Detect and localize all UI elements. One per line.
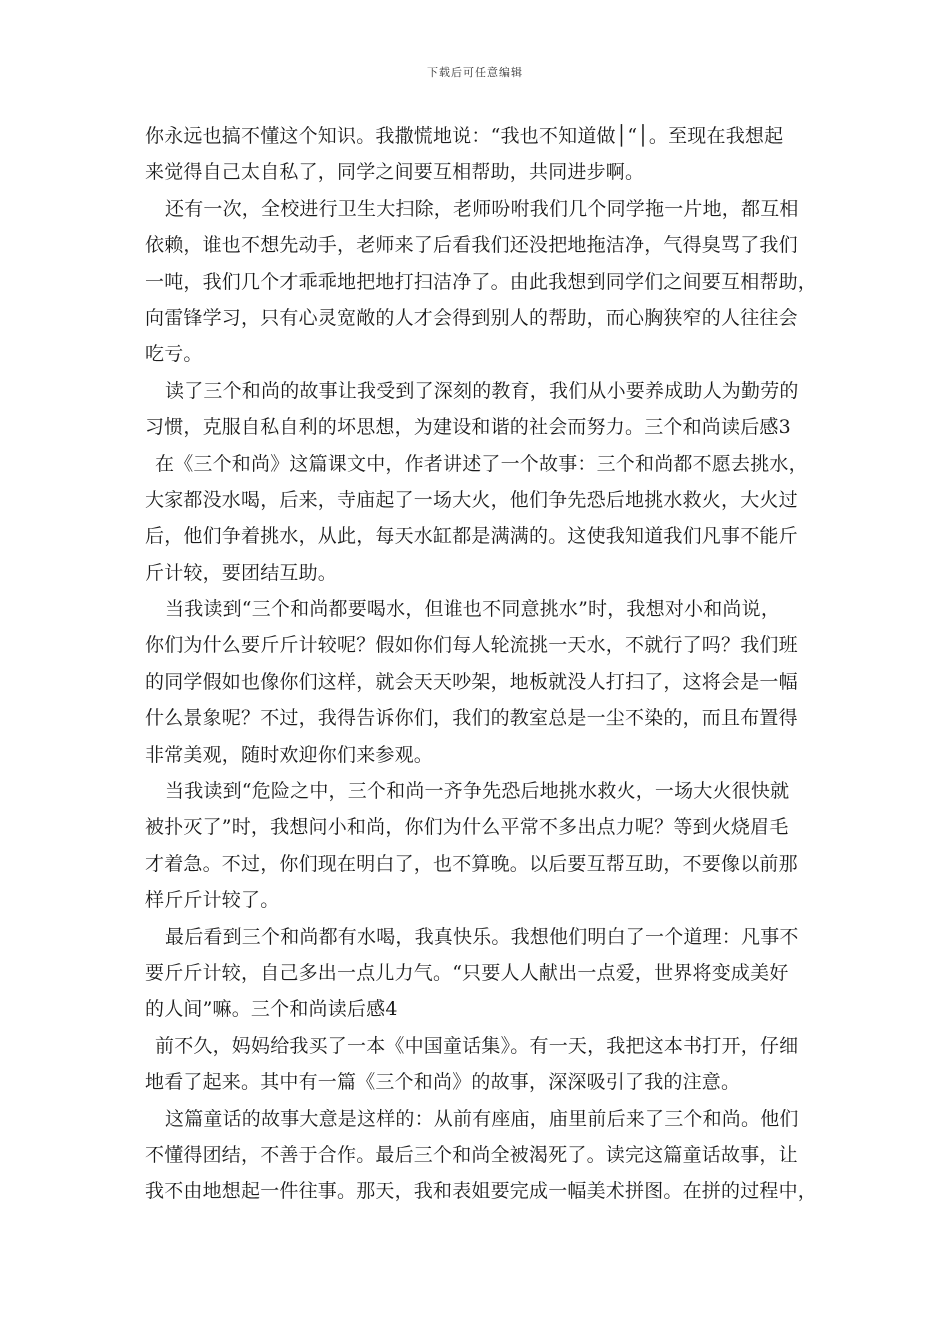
text-line: 习惯，克服自私自利的坏思想，为建设和谐的社会而努力。三个和尚读后感3 bbox=[145, 416, 791, 439]
text-line: 被扑灭了”时，我想问小和尚，你们为什么平常不多出点力呢？等到火烧眉毛 bbox=[145, 816, 789, 839]
text-line: 才着急。不过，你们现在明白了，也不算晚。以后要互帮互助，不要像以前那 bbox=[145, 852, 798, 875]
text-line: 的同学假如也像你们这样，就会天天吵架，地板就没人打扫了，这将会是一幅 bbox=[145, 670, 798, 693]
text-line: 后，他们争着挑水，从此，每天水缸都是满满的。这使我知道我们凡事不能斤 bbox=[145, 525, 798, 548]
page-header: 下载后可任意编辑 bbox=[427, 66, 523, 79]
text-line: 一吨，我们几个才乖乖地把地打扫洁净了。由此我想到同学们之间要互相帮助， bbox=[145, 270, 818, 293]
text-line: 样斤斤计较了。 bbox=[145, 889, 280, 912]
text-line: 这篇童话的故事大意是这样的：从前有座庙，庙里前后来了三个和尚。他们 bbox=[165, 1107, 799, 1130]
text-line: 你永远也搞不懂这个知识。我撒慌地说：“我也不知道做│“│。至现在我想起 bbox=[145, 125, 784, 147]
text-line: 地看了起来。其中有一篇《三个和尚》的故事，深深吸引了我的注意。 bbox=[145, 1071, 741, 1094]
text-line: 要斤斤计较，自己多出一点儿力气。“只要人人献出一点爱，世界将变成美好 bbox=[145, 961, 789, 984]
text-line: 当我读到“三个和尚都要喝水，但谁也不同意挑水”时，我想对小和尚说， bbox=[165, 598, 781, 621]
text-line: 大家都没水喝，后来，寺庙起了一场大火，他们争先恐后地挑水救火，大火过 bbox=[145, 488, 798, 511]
text-line: 斤计较，要团结互助。 bbox=[145, 561, 338, 584]
text-line: 我不由地想起一件往事。那天，我和表姐要完成一幅美术拼图。在拼的过程中， bbox=[145, 1180, 818, 1203]
text-line: 向雷锋学习，只有心灵宽敞的人才会得到别人的帮助，而心胸狭窄的人往往会 bbox=[145, 306, 798, 329]
text-line: 还有一次，全校进行卫生大扫除，老师吩咐我们几个同学拖一片地，都互相 bbox=[165, 197, 799, 220]
text-line: 吃亏。 bbox=[145, 343, 203, 366]
text-line: 依赖，谁也不想先动手，老师来了后看我们还没把地拖洁净，气得臭骂了我们 bbox=[145, 234, 798, 257]
text-line: 前不久，妈妈给我买了一本《中国童话集》。有一天，我把这本书打开，仔细 bbox=[155, 1034, 799, 1057]
document-body bbox=[145, 118, 820, 1210]
text-line: 你们为什么要斤斤计较呢？假如你们每人轮流挑一天水，不就行了吗？我们班 bbox=[145, 634, 798, 657]
text-line: 不懂得团结，不善于合作。最后三个和尚全被渴死了。读完这篇童话故事，让 bbox=[145, 1143, 798, 1166]
text-line: 非常美观，随时欢迎你们来参观。 bbox=[145, 743, 434, 766]
text-line: 当我读到“危险之中，三个和尚一齐争先恐后地挑水救火，一场大火很快就 bbox=[165, 780, 790, 803]
text-line: 什么景象呢？不过，我得告诉你们，我们的教室总是一尘不染的，而且布置得 bbox=[145, 707, 798, 730]
text-line: 在《三个和尚》这篇课文中，作者讲述了一个故事：三个和尚都不愿去挑水， bbox=[155, 452, 808, 475]
text-line: 最后看到三个和尚都有水喝，我真快乐。我想他们明白了一个道理：凡事不 bbox=[165, 925, 799, 948]
text-line: 的人间”嘛。三个和尚读后感4 bbox=[145, 998, 398, 1021]
text-line: 来觉得自己太自私了，同学之间要互相帮助，共同进步啊。 bbox=[145, 161, 645, 184]
text-line: 读了三个和尚的故事让我受到了深刻的教育，我们从小要养成助人为勤劳的 bbox=[165, 379, 799, 402]
